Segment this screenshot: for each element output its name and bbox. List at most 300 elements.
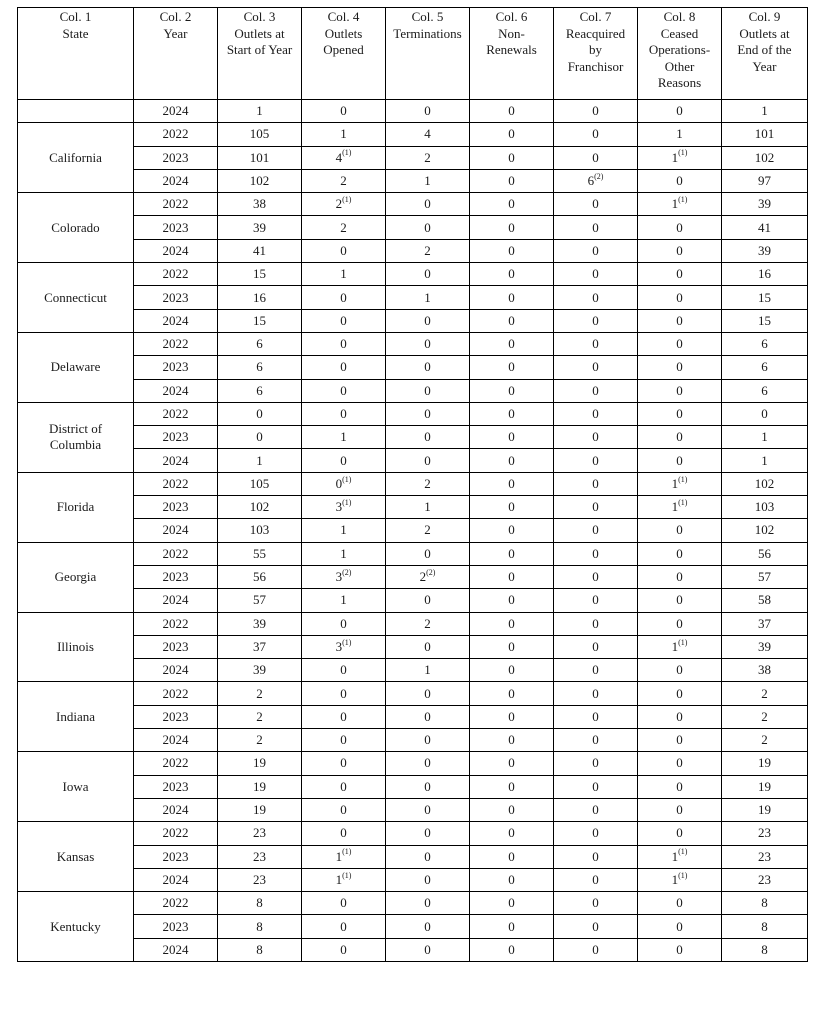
table-row	[18, 309, 808, 332]
outlets-opened-cell	[302, 542, 386, 565]
outlets-opened-cell	[302, 729, 386, 752]
terminations-cell	[386, 542, 470, 565]
terminations-cell	[386, 752, 470, 775]
reacquired-cell	[554, 775, 638, 798]
non-renewals-cell	[470, 169, 554, 192]
table-row	[18, 402, 808, 425]
outlets-end-cell	[722, 612, 808, 635]
header-ceased-operations: Col. 8 Ceased Operations- Other Reasons	[638, 8, 722, 100]
cell-value: 0	[592, 266, 599, 282]
outlets-end-cell	[722, 193, 808, 216]
cell-value: 0	[508, 359, 515, 375]
terminations-cell	[386, 169, 470, 192]
outlets-start-cell	[218, 752, 302, 775]
outlets-start-cell	[218, 915, 302, 938]
reacquired-cell	[554, 915, 638, 938]
cell-value: 1	[340, 429, 347, 445]
cell-value: 4	[335, 149, 343, 165]
header-terminations: Col. 5 Terminations	[386, 8, 470, 100]
cell-value: 0	[508, 545, 515, 561]
outlets-start-cell	[218, 705, 302, 728]
non-renewals-cell	[470, 472, 554, 495]
outlets-end-cell	[722, 565, 808, 588]
terminations-cell	[386, 100, 470, 123]
cell-value: 0	[676, 662, 683, 678]
cell-value: 0	[508, 615, 515, 631]
ceased-operations-cell	[638, 845, 722, 868]
table-row	[18, 123, 808, 146]
cell-value: 0	[424, 429, 431, 445]
ceased-operations-cell	[638, 379, 722, 402]
cell-value: 23	[758, 825, 771, 841]
reacquired-cell	[554, 635, 638, 658]
cell-value: 0	[592, 289, 599, 305]
table-row	[18, 612, 808, 635]
cell-value: 0	[676, 615, 683, 631]
year-cell	[134, 752, 218, 775]
state-cell	[18, 100, 134, 123]
cell-value: 2024	[162, 173, 189, 189]
ceased-operations-cell	[638, 449, 722, 472]
cell-value: 23	[758, 871, 771, 887]
reacquired-cell	[554, 216, 638, 239]
cell-value: 58	[758, 592, 771, 608]
ceased-operations-cell	[638, 193, 722, 216]
table-row	[18, 868, 808, 891]
outlets-start-cell	[218, 798, 302, 821]
cell-value: 39	[253, 662, 266, 678]
outlets-end-cell	[722, 356, 808, 379]
terminations-cell	[386, 332, 470, 355]
outlets-end-cell	[722, 938, 808, 961]
cell-value: 0	[676, 289, 683, 305]
terminations-cell	[386, 239, 470, 262]
outlets-start-cell	[218, 845, 302, 868]
cell-value: 0	[340, 918, 347, 934]
footnote-marker: (2)	[342, 567, 352, 577]
outlets-opened-cell	[302, 426, 386, 449]
cell-value: 2023	[162, 219, 189, 235]
cell-value: 0	[340, 242, 347, 258]
cell-value: 2	[761, 685, 768, 701]
terminations-cell	[386, 775, 470, 798]
cell-value: 2022	[162, 545, 189, 561]
reacquired-cell	[554, 449, 638, 472]
terminations-cell	[386, 915, 470, 938]
outlets-opened-cell	[302, 752, 386, 775]
non-renewals-cell	[470, 239, 554, 262]
outlets-end-cell	[722, 705, 808, 728]
cell-value: 0	[508, 499, 515, 515]
footnote-marker: (1)	[342, 474, 352, 484]
cell-value: 1	[424, 289, 431, 305]
year-cell	[134, 659, 218, 682]
outlets-start-cell	[218, 169, 302, 192]
terminations-cell	[386, 659, 470, 682]
cell-value: 6	[761, 336, 768, 352]
table-row	[18, 565, 808, 588]
cell-value: 2024	[162, 242, 189, 258]
cell-value: 1	[671, 871, 679, 887]
header-state: Col. 1 State	[18, 8, 134, 100]
cell-value: 0	[676, 266, 683, 282]
year-cell	[134, 845, 218, 868]
cell-value: 37	[253, 638, 266, 654]
cell-value: 1	[340, 592, 347, 608]
cell-value: 0	[676, 895, 683, 911]
outlets-end-cell	[722, 845, 808, 868]
cell-value: 56	[253, 569, 266, 585]
footnote-marker: (1)	[342, 195, 352, 204]
cell-value: 0	[508, 266, 515, 282]
state-cell: District of Columbia	[18, 402, 134, 472]
non-renewals-cell	[470, 752, 554, 775]
non-renewals-cell	[470, 216, 554, 239]
reacquired-cell	[554, 892, 638, 915]
cell-value: 0	[592, 499, 599, 515]
outlets-start-cell	[218, 123, 302, 146]
cell-value: 0	[592, 312, 599, 328]
year-cell	[134, 612, 218, 635]
cell-value: 2	[424, 615, 431, 631]
state-cell: Kansas	[18, 822, 134, 892]
terminations-cell	[386, 356, 470, 379]
table-row	[18, 729, 808, 752]
terminations-cell	[386, 472, 470, 495]
outlets-opened-cell	[302, 938, 386, 961]
year-cell	[134, 402, 218, 425]
cell-value: 0	[340, 825, 347, 841]
cell-value: 2023	[162, 638, 189, 654]
outlets-opened-cell	[302, 589, 386, 612]
table-row	[18, 100, 808, 123]
year-cell	[134, 472, 218, 495]
year-cell	[134, 309, 218, 332]
cell-value: 0	[424, 755, 431, 771]
cell-value: 2023	[162, 918, 189, 934]
cell-value: 55	[253, 545, 266, 561]
cell-value: 0	[592, 592, 599, 608]
outlets-start-cell	[218, 729, 302, 752]
outlets-start-cell	[218, 379, 302, 402]
ceased-operations-cell	[638, 635, 722, 658]
cell-value: 0	[424, 871, 431, 887]
outlets-opened-cell	[302, 565, 386, 588]
non-renewals-cell	[470, 356, 554, 379]
cell-value: 0	[424, 802, 431, 818]
terminations-cell	[386, 496, 470, 519]
table-row	[18, 472, 808, 495]
reacquired-cell	[554, 659, 638, 682]
cell-value: 3	[335, 638, 343, 654]
outlets-opened-cell	[302, 612, 386, 635]
non-renewals-cell	[470, 449, 554, 472]
non-renewals-cell	[470, 635, 554, 658]
cell-value: 0	[592, 569, 599, 585]
table-row	[18, 915, 808, 938]
table-row	[18, 169, 808, 192]
cell-value: 0	[592, 103, 599, 119]
footnote-marker: (1)	[678, 847, 688, 857]
outlets-opened-cell	[302, 892, 386, 915]
cell-value: 0	[676, 336, 683, 352]
state-cell: California	[18, 123, 134, 193]
cell-value: 1	[340, 266, 347, 282]
terminations-cell	[386, 822, 470, 845]
cell-value: 0	[592, 918, 599, 934]
outlets-opened-cell	[302, 496, 386, 519]
cell-value: 8	[256, 941, 263, 957]
cell-value: 1	[335, 871, 343, 887]
header-non-renewals: Col. 6 Non- Renewals	[470, 8, 554, 100]
year-cell	[134, 729, 218, 752]
outlets-end-cell	[722, 426, 808, 449]
cell-value: 2	[424, 522, 431, 538]
table-row	[18, 449, 808, 472]
table-row	[18, 356, 808, 379]
ceased-operations-cell	[638, 332, 722, 355]
cell-value: 41	[758, 219, 771, 235]
outlets-start-cell	[218, 146, 302, 169]
cell-value: 0	[340, 662, 347, 678]
cell-value: 0	[676, 242, 683, 258]
state-cell: Delaware	[18, 332, 134, 402]
cell-value: 8	[256, 895, 263, 911]
cell-value: 2023	[162, 429, 189, 445]
terminations-cell	[386, 612, 470, 635]
cell-value: 0	[508, 685, 515, 701]
cell-value: 2	[340, 173, 347, 189]
outlets-opened-cell	[302, 309, 386, 332]
cell-value: 0	[592, 941, 599, 957]
cell-value: 0	[508, 778, 515, 794]
cell-value: 102	[249, 499, 270, 515]
outlets-start-cell	[218, 519, 302, 542]
cell-value: 0	[508, 732, 515, 748]
terminations-cell	[386, 123, 470, 146]
state-cell: Indiana	[18, 682, 134, 752]
non-renewals-cell	[470, 938, 554, 961]
cell-value: 2023	[162, 499, 189, 515]
cell-value: 57	[253, 592, 266, 608]
outlets-opened-cell	[302, 472, 386, 495]
ceased-operations-cell	[638, 798, 722, 821]
cell-value: 23	[758, 848, 771, 864]
year-cell	[134, 449, 218, 472]
cell-value: 102	[249, 173, 270, 189]
table-row	[18, 239, 808, 262]
cell-value: 0	[508, 242, 515, 258]
year-cell	[134, 193, 218, 216]
cell-value: 2022	[162, 406, 189, 421]
reacquired-cell	[554, 379, 638, 402]
reacquired-cell	[554, 146, 638, 169]
cell-value: 0	[508, 802, 515, 818]
state-cell: Colorado	[18, 193, 134, 263]
outlets-opened-cell	[302, 915, 386, 938]
cell-value: 0	[424, 895, 431, 911]
cell-value: 0	[676, 825, 683, 841]
header-outlets-opened: Col. 4 Outlets Opened	[302, 8, 386, 100]
cell-value: 0	[592, 406, 599, 421]
non-renewals-cell	[470, 332, 554, 355]
ceased-operations-cell	[638, 426, 722, 449]
terminations-cell	[386, 449, 470, 472]
outlets-start-cell	[218, 659, 302, 682]
cell-value: 1	[424, 499, 431, 515]
reacquired-cell	[554, 589, 638, 612]
ceased-operations-cell	[638, 123, 722, 146]
table-row	[18, 146, 808, 169]
cell-value: 2023	[162, 359, 189, 375]
outlets-opened-cell	[302, 868, 386, 891]
reacquired-cell	[554, 845, 638, 868]
cell-value: 19	[253, 755, 266, 771]
outlets-start-cell	[218, 332, 302, 355]
cell-value: 0	[508, 126, 515, 142]
outlets-end-cell	[722, 449, 808, 472]
outlets-start-cell	[218, 542, 302, 565]
ceased-operations-cell	[638, 286, 722, 309]
cell-value: 0	[676, 312, 683, 328]
cell-value: 0	[676, 522, 683, 538]
cell-value: 0	[508, 569, 515, 585]
cell-value: 39	[758, 242, 771, 258]
outlets-start-cell	[218, 449, 302, 472]
non-renewals-cell	[470, 822, 554, 845]
cell-value: 102	[754, 522, 775, 538]
header-outlets-start: Col. 3 Outlets at Start of Year	[218, 8, 302, 100]
ceased-operations-cell	[638, 169, 722, 192]
outlets-opened-cell	[302, 682, 386, 705]
outlets-end-cell	[722, 915, 808, 938]
table-row	[18, 216, 808, 239]
cell-value: 4	[424, 126, 431, 142]
cell-value: 16	[253, 289, 266, 305]
outlets-opened-cell	[302, 123, 386, 146]
cell-value: 0	[592, 359, 599, 375]
state-cell: Iowa	[18, 752, 134, 822]
table-row	[18, 822, 808, 845]
cell-value: 1	[256, 452, 263, 468]
cell-value: 0	[676, 452, 683, 468]
outlets-end-cell	[722, 123, 808, 146]
year-cell	[134, 589, 218, 612]
cell-value: 0	[340, 289, 347, 305]
cell-value: 0	[424, 219, 431, 235]
cell-value: 0	[676, 569, 683, 585]
outlets-start-cell	[218, 216, 302, 239]
non-renewals-cell	[470, 868, 554, 891]
reacquired-cell	[554, 263, 638, 286]
year-cell	[134, 915, 218, 938]
ceased-operations-cell	[638, 309, 722, 332]
year-cell	[134, 263, 218, 286]
table-row	[18, 775, 808, 798]
table-row	[18, 705, 808, 728]
outlets-opened-cell	[302, 216, 386, 239]
year-cell	[134, 123, 218, 146]
table-row	[18, 426, 808, 449]
year-cell	[134, 356, 218, 379]
cell-value: 97	[758, 173, 771, 189]
cell-value: 103	[754, 499, 775, 515]
cell-value: 2024	[162, 522, 189, 538]
outlets-opened-cell	[302, 263, 386, 286]
outlets-end-cell	[722, 216, 808, 239]
table-row	[18, 892, 808, 915]
cell-value: 0	[424, 825, 431, 841]
outlets-opened-cell	[302, 169, 386, 192]
cell-value: 0	[508, 173, 515, 189]
outlets-end-cell	[722, 263, 808, 286]
cell-value: 0	[508, 452, 515, 468]
state-cell: Illinois	[18, 612, 134, 682]
cell-value: 15	[253, 312, 266, 328]
outlets-start-cell	[218, 822, 302, 845]
outlets-start-cell	[218, 263, 302, 286]
cell-value: 0	[424, 359, 431, 375]
cell-value: 0	[508, 429, 515, 445]
year-cell	[134, 239, 218, 262]
cell-value: 2024	[162, 662, 189, 678]
outlets-end-cell	[722, 379, 808, 402]
table-row	[18, 193, 808, 216]
cell-value: 8	[761, 941, 768, 957]
reacquired-cell	[554, 426, 638, 449]
cell-value: 0	[676, 592, 683, 608]
cell-value: 0	[424, 382, 431, 398]
cell-value: 2023	[162, 708, 189, 724]
table-row	[18, 496, 808, 519]
cell-value: 1	[671, 149, 679, 165]
cell-value: 0	[592, 219, 599, 235]
cell-value: 1	[671, 638, 679, 654]
outlets-end-cell	[722, 146, 808, 169]
cell-value: 0	[676, 941, 683, 957]
cell-value: 0	[424, 732, 431, 748]
non-renewals-cell	[470, 682, 554, 705]
outlets-opened-cell	[302, 239, 386, 262]
non-renewals-cell	[470, 286, 554, 309]
cell-value: 0	[508, 475, 515, 491]
header-outlets-end: Col. 9 Outlets at End of the Year	[722, 8, 808, 100]
state-cell: Kentucky	[18, 892, 134, 962]
outlets-end-cell	[722, 542, 808, 565]
cell-value: 2023	[162, 289, 189, 305]
cell-value: 0	[340, 336, 347, 352]
cell-value: 0	[676, 732, 683, 748]
outlets-start-cell	[218, 868, 302, 891]
cell-value: 102	[754, 475, 775, 491]
cell-value: 0	[676, 708, 683, 724]
ceased-operations-cell	[638, 729, 722, 752]
reacquired-cell	[554, 822, 638, 845]
cell-value: 57	[758, 569, 771, 585]
cell-value: 0	[592, 802, 599, 818]
footnote-marker: (1)	[342, 148, 352, 158]
reacquired-cell	[554, 193, 638, 216]
non-renewals-cell	[470, 496, 554, 519]
table-row	[18, 519, 808, 542]
cell-value: 1	[676, 126, 683, 142]
terminations-cell	[386, 519, 470, 542]
cell-value: 2022	[162, 266, 189, 282]
cell-value: 8	[256, 918, 263, 934]
non-renewals-cell	[470, 379, 554, 402]
cell-value: 2	[256, 685, 263, 701]
terminations-cell	[386, 868, 470, 891]
